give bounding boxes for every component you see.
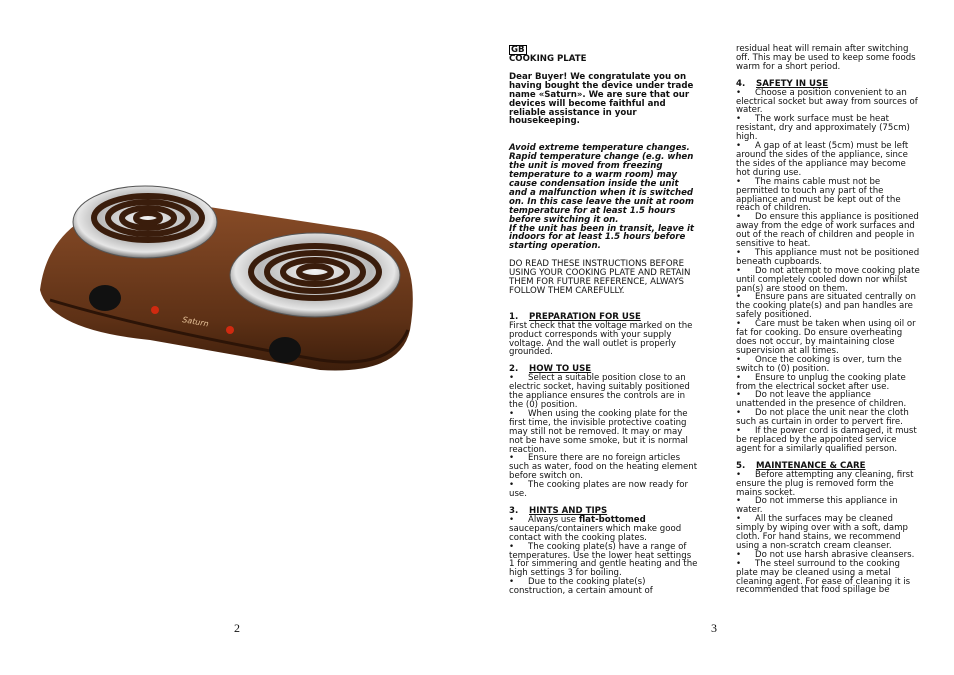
brand-logo: Saturn — [181, 315, 210, 329]
intro-paragraph: Dear Buyer! We congratulate you on having bought the device under trade name «Saturn». We are sure that our devices will become faithful and reliable assistance in your housekeeping. — [509, 71, 694, 127]
list-item: • A gap of at least (5cm) must be left around the sides of the appliance, since the sides of the appliance may become hot during use. — [736, 142, 922, 178]
list-item: • Once the cooking is over, turn the switch to (0) position. — [736, 356, 922, 374]
section-heading: 2. HOW TO USE — [509, 364, 592, 375]
list-item: • Before attempting any cleaning, first ensure the plug is removed form the mains socket. — [736, 471, 922, 498]
document-title: COOKING PLATE — [509, 54, 587, 64]
list-item: • Do not place the unit near the cloth such as curtain in order to pervert fire. — [736, 409, 922, 427]
list-item: • All the surfaces may be cleaned simply by wiping over with a soft, damp cloth. For hand stains, we recommend using a non-scratch cream cleanser. — [736, 515, 922, 551]
list-item: • Do ensure this appliance is positioned away from the edge of work surfaces and out of the reach of children and people in sensitive to heat. — [736, 213, 922, 249]
list-item: • The cooking plate(s) have a range of temperatures. Use the lower heat settings 1 for simmering and gentle heating and the high settings 3 for boiling. — [509, 543, 699, 579]
section-heading: 3. HINTS AND TIPS — [509, 505, 608, 516]
list-item: • This appliance must not be positioned beneath cupboards. — [736, 249, 922, 267]
section-heading: 5. MAINTENANCE & CARE — [736, 460, 866, 471]
list-item: • Ensure there are no foreign articles such as water, food on the heating element before switch on. — [509, 454, 699, 481]
list-item: • When using the cooking plate for the first time, the invisible protective coating may still not be removed. It may or may not be have some smoke, but it is normal reaction. — [509, 410, 699, 455]
instructions-notice: DO READ THESE INSTRUCTIONS BEFORE USING YOUR COOKING PLATE AND RETAIN THEM FOR FUTURE REFERENCE, ALWAYS FOLLOW THEM CAREFULLY. — [509, 259, 691, 296]
list-item: • Do not immerse this appliance in water. — [736, 497, 922, 515]
continued-text: residual heat will remain after switching off. This may be used to keep some foods warm for a short period. — [736, 44, 916, 72]
list-item: • Ensure pans are situated centrally on the cooking plate(s) and pan handles are safely positioned. — [736, 293, 922, 320]
page-number-left: 2 — [234, 621, 240, 635]
warning-transit: If the unit has been in transit, leave it indoors for at least 1.5 hours before starting operation. — [509, 223, 694, 252]
warning-temperature: Avoid extreme temperature changes. Rapid temperature change (e.g. when the unit is moved from freezing temperature to a warm room) may cause condensation inside the unit and a malfunction when it is switched on. In this case leave the unit at room temperature for at least 1.5 hours before switching it on. — [509, 143, 694, 225]
section-heading: 1. PREPARATION FOR USE — [509, 311, 641, 322]
column-right — [736, 45, 922, 595]
list-item: • The mains cable must not be permitted to touch any part of the appliance and must be kept out of the reach of children. — [736, 178, 922, 214]
language-badge: GB — [511, 45, 525, 55]
hot-plate-photo — [30, 180, 430, 380]
page-number-right: 3 — [711, 621, 717, 635]
list-item: • The cooking plates are now ready for use. — [509, 481, 699, 499]
list-item: • If the power cord is damaged, it must be replaced by the appointed service agent for a similarly qualified person. — [736, 427, 922, 454]
list-item: • Do not attempt to move cooking plate until completely cooled down nor whilst pan(s) are stood on them. — [736, 267, 922, 294]
column-left — [509, 45, 699, 596]
list-item: • Select a suitable position close to an electric socket, having suitably positioned the appliance ensures the controls are in the (0) position. — [509, 374, 699, 410]
list-item: • The steel surround to the cooking plate may be cleaned using a metal cleaning agent. For ease of cleaning it is recommended that food spillage be — [736, 560, 922, 596]
list-item: • Ensure to unplug the cooking plate from the electrical socket after use. — [736, 374, 922, 392]
list-item: • Choose a position convenient to an electrical socket but away from sources of water. — [736, 89, 922, 116]
list-item: • Do not use harsh abrasive cleansers. — [736, 551, 922, 560]
section-heading: 4. SAFETY IN USE — [736, 78, 829, 89]
list-item: • The work surface must be heat resistant, dry and approximately (75cm) high. — [736, 115, 922, 142]
list-item: • Always use flat-bottomed saucepans/containers which make good contact with the cooking plates. — [509, 516, 699, 543]
list-item: • Care must be taken when using oil or fat for cooking. Do ensure overheating does not occur, by maintaining close supervision at all times. — [736, 320, 922, 356]
list-item: • Do not leave the appliance unattended in the presence of children. — [736, 391, 922, 409]
section-text: First check that the voltage marked on the product corresponds with your supply voltage. And the wall outlet is properly grounded. — [509, 320, 693, 358]
list-item: • Due to the cooking plate(s) construction, a certain amount of — [509, 578, 699, 596]
